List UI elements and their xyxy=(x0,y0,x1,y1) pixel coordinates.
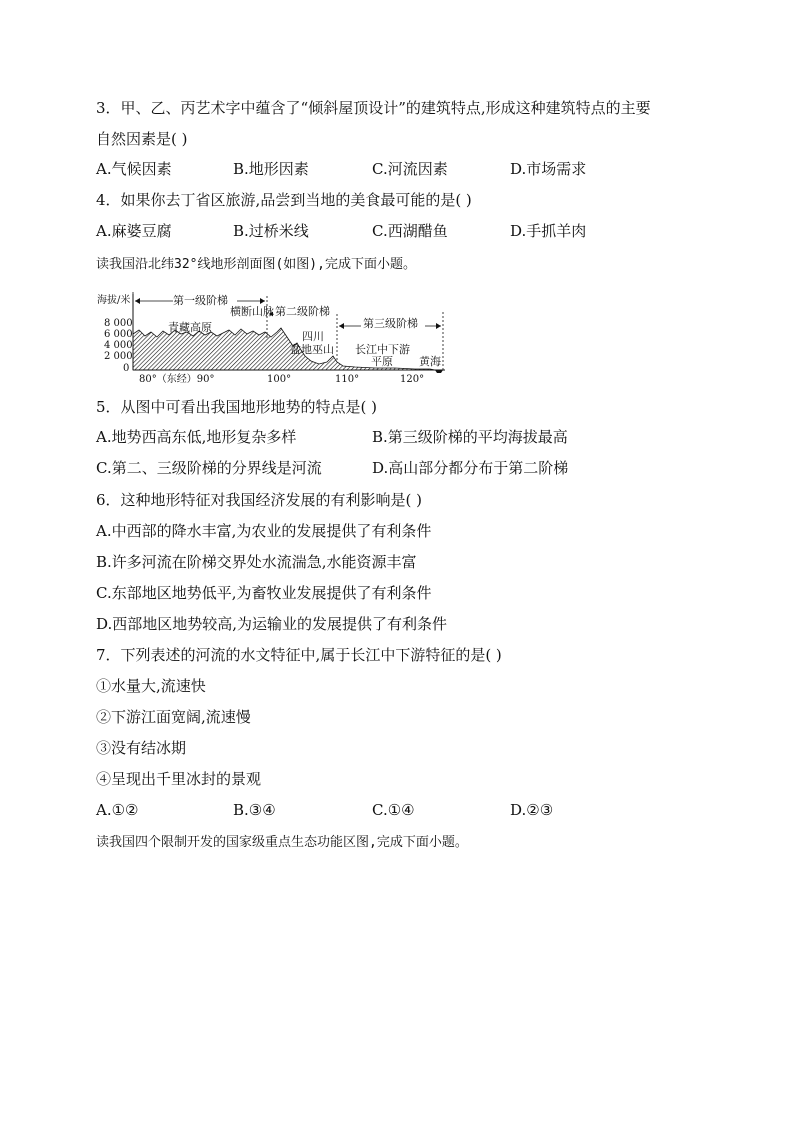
q7-item-4: ④呈现出千里冰封的景观 xyxy=(96,770,262,788)
label-sichuan-1: 四川 xyxy=(302,330,324,343)
q7-option-d: D.②③ xyxy=(510,801,554,819)
x-tick-100: 100° xyxy=(267,374,292,385)
q7-item-1: ①水量大,流速快 xyxy=(96,677,206,695)
q5-option-d: D.高山部分都分布于第二阶梯 xyxy=(372,459,569,477)
x-tick-80-90: 80°（东经）90° xyxy=(139,374,215,385)
q6-stem: 6．这种地形特征对我国经济发展的有利影响是( ) xyxy=(96,491,423,509)
label-step3: 第三级阶梯 xyxy=(363,317,418,330)
intro-profile: 读我国沿北纬32°线地形剖面图(如图),完成下面小题。 xyxy=(96,257,416,272)
label-sichuan-2: 盆地巫山 xyxy=(290,343,334,356)
terrain-profile-figure xyxy=(95,282,455,386)
label-step2: 第二级阶梯 xyxy=(275,305,330,318)
q4-option-b: B.过桥米线 xyxy=(233,222,309,240)
q7-stem: 7．下列表述的河流的水文特征中,属于长江中下游特征的是( ) xyxy=(96,646,502,664)
q3-stem-line1: 3．甲、乙、丙艺术字中蕴含了“倾斜屋顶设计”的建筑特点,形成这种建筑特点的主要 xyxy=(96,99,651,117)
label-qinghai: 青藏高原 xyxy=(168,321,212,334)
q5-option-c: C.第二、三级阶梯的分界线是河流 xyxy=(96,459,322,477)
q3-option-c: C.河流因素 xyxy=(372,160,448,178)
q3-option-b: B.地形因素 xyxy=(233,160,309,178)
q3-option-d: D.市场需求 xyxy=(510,160,587,178)
intro-eco-zones: 读我国四个限制开发的国家级重点生态功能区图,完成下面小题。 xyxy=(96,835,468,850)
q5-stem: 5．从图中可看出我国地形地势的特点是( ) xyxy=(96,398,378,416)
q6-option-c: C.东部地区地势低平,为畜牧业发展提供了有利条件 xyxy=(96,584,432,602)
y-tick-4000: 4 000 xyxy=(104,340,133,351)
q6-option-d: D.西部地区地势较高,为运输业的发展提供了有利条件 xyxy=(96,615,448,633)
q7-option-c: C.①④ xyxy=(372,801,415,819)
q7-option-a: A.①② xyxy=(96,801,139,819)
y-tick-8000: 8 000 xyxy=(104,318,133,329)
y-axis-label: 海拔/米 xyxy=(97,295,131,306)
q4-option-c: C.西湖醋鱼 xyxy=(372,222,448,240)
q4-stem: 4．如果你去丁省区旅游,品尝到当地的美食最可能的是( ) xyxy=(96,191,472,209)
label-step1: 第一级阶梯 xyxy=(173,294,228,307)
x-tick-120: 120° xyxy=(400,374,425,385)
q3-stem-line2: 自然因素是( ) xyxy=(96,130,188,148)
y-tick-6000: 6 000 xyxy=(104,329,133,340)
q6-option-a: A.中西部的降水丰富,为农业的发展提供了有利条件 xyxy=(96,522,432,540)
label-hengduan: 横断山脉 xyxy=(230,305,274,318)
q7-option-b: B.③④ xyxy=(233,801,276,819)
y-tick-0: 0 xyxy=(123,363,130,374)
q5-option-b: B.第三级阶梯的平均海拔最高 xyxy=(372,428,568,446)
q4-option-d: D.手抓羊肉 xyxy=(510,222,587,240)
x-tick-110: 110° xyxy=(335,374,360,385)
q4-option-a: A.麻婆豆腐 xyxy=(96,222,172,240)
q5-option-a: A.地势西高东低,地形复杂多样 xyxy=(96,428,297,446)
label-huanghai: 黄海 xyxy=(419,355,441,368)
y-tick-2000: 2 000 xyxy=(104,351,133,362)
q7-item-2: ②下游江面宽阔,流速慢 xyxy=(96,708,251,726)
q7-item-3: ③没有结冰期 xyxy=(96,739,187,757)
q3-option-a: A.气候因素 xyxy=(96,160,172,178)
q6-option-b: B.许多河流在阶梯交界处水流湍急,水能资源丰富 xyxy=(96,553,417,571)
label-yangtze-2: 平原 xyxy=(371,355,393,368)
label-yangtze-1: 长江中下游 xyxy=(355,343,410,356)
